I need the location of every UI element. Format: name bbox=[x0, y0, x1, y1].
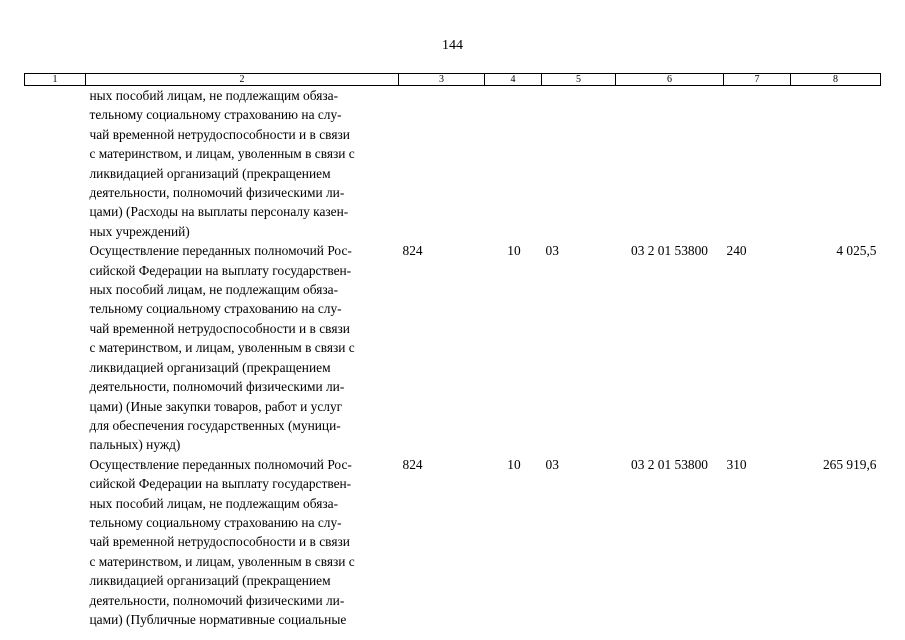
table-header bbox=[25, 74, 881, 86]
subsection-code-cell: 03 bbox=[545, 243, 559, 259]
table-row bbox=[25, 455, 881, 630]
table-body bbox=[25, 86, 881, 630]
expense-type-cell: 240 bbox=[726, 243, 747, 259]
target-article-cell: 03 2 01 53800 bbox=[631, 243, 708, 259]
budget-table bbox=[24, 73, 881, 629]
target-article-cell: 03 2 01 53800 bbox=[631, 456, 708, 472]
row-number-cell bbox=[25, 241, 86, 454]
section-code-cell bbox=[485, 86, 542, 242]
row-number-cell bbox=[25, 86, 86, 242]
ministry-code-cell: 824 bbox=[402, 243, 423, 259]
expense-type-cell bbox=[724, 86, 791, 242]
header-col-7: 7 bbox=[724, 74, 791, 86]
amount-cell: 4 025,5 bbox=[836, 243, 877, 259]
subsection-code-cell bbox=[542, 86, 616, 242]
header-row bbox=[25, 74, 881, 86]
header-col-6: 6 bbox=[616, 74, 724, 86]
page-number: 144 bbox=[442, 38, 463, 53]
description-cell: Осуществление переданных полномочий Рос- сийской Федерации на выплату государствен- ных пособий лицам, не подлежащим обяза- тельному социальному страхованию на слу- чай временной нетрудоспособности и в связи с материнством, и лицам, уволенным в связи с ликвидацией организаций (прекращением деятельности, полномочий физическими ли- цами) (Публичные нормативные социальные bbox=[89, 456, 355, 627]
header-col-8: 8 bbox=[791, 74, 881, 86]
ministry-code-cell: 824 bbox=[402, 456, 423, 472]
header-col-5: 5 bbox=[542, 74, 616, 86]
table-row bbox=[25, 86, 881, 242]
amount-cell: 265 919,6 bbox=[822, 456, 877, 472]
description-cell: ных пособий лицам, не подлежащим обяза- тельному социальному страхованию на слу- чай временной нетрудоспособности и в связи с материнством, и лицам, уволенным в связи с ликвидацией организаций (прекращением деятельности, полномочий физическими ли- цами) (Расходы на выплаты персоналу казен- ных учреждений) bbox=[89, 88, 355, 239]
header-col-3: 3 bbox=[399, 74, 485, 86]
header-col-1: 1 bbox=[25, 74, 86, 86]
section-code-cell: 10 bbox=[507, 456, 521, 472]
amount-cell bbox=[791, 86, 881, 242]
subsection-code-cell: 03 bbox=[545, 456, 559, 472]
header-col-4: 4 bbox=[485, 74, 542, 86]
description-cell: Осуществление переданных полномочий Рос- сийской Федерации на выплату государствен- ных пособий лицам, не подлежащим обяза- тельному социальному страхованию на слу- чай временной нетрудоспособности и в связи с материнством, и лицам, уволенным в связи с ликвидацией организаций (прекращением деятельности, полномочий физическими ли- цами) (Иные закупки товаров, работ и услуг для обеспечения государственных (муници- пальных) нужд) bbox=[89, 243, 355, 453]
table-row bbox=[25, 241, 881, 454]
row-number-cell bbox=[25, 455, 86, 630]
target-article-cell bbox=[616, 86, 724, 242]
header-col-2: 2 bbox=[86, 74, 399, 86]
ministry-code-cell bbox=[399, 86, 485, 242]
section-code-cell: 10 bbox=[507, 243, 521, 259]
expense-type-cell: 310 bbox=[726, 456, 747, 472]
